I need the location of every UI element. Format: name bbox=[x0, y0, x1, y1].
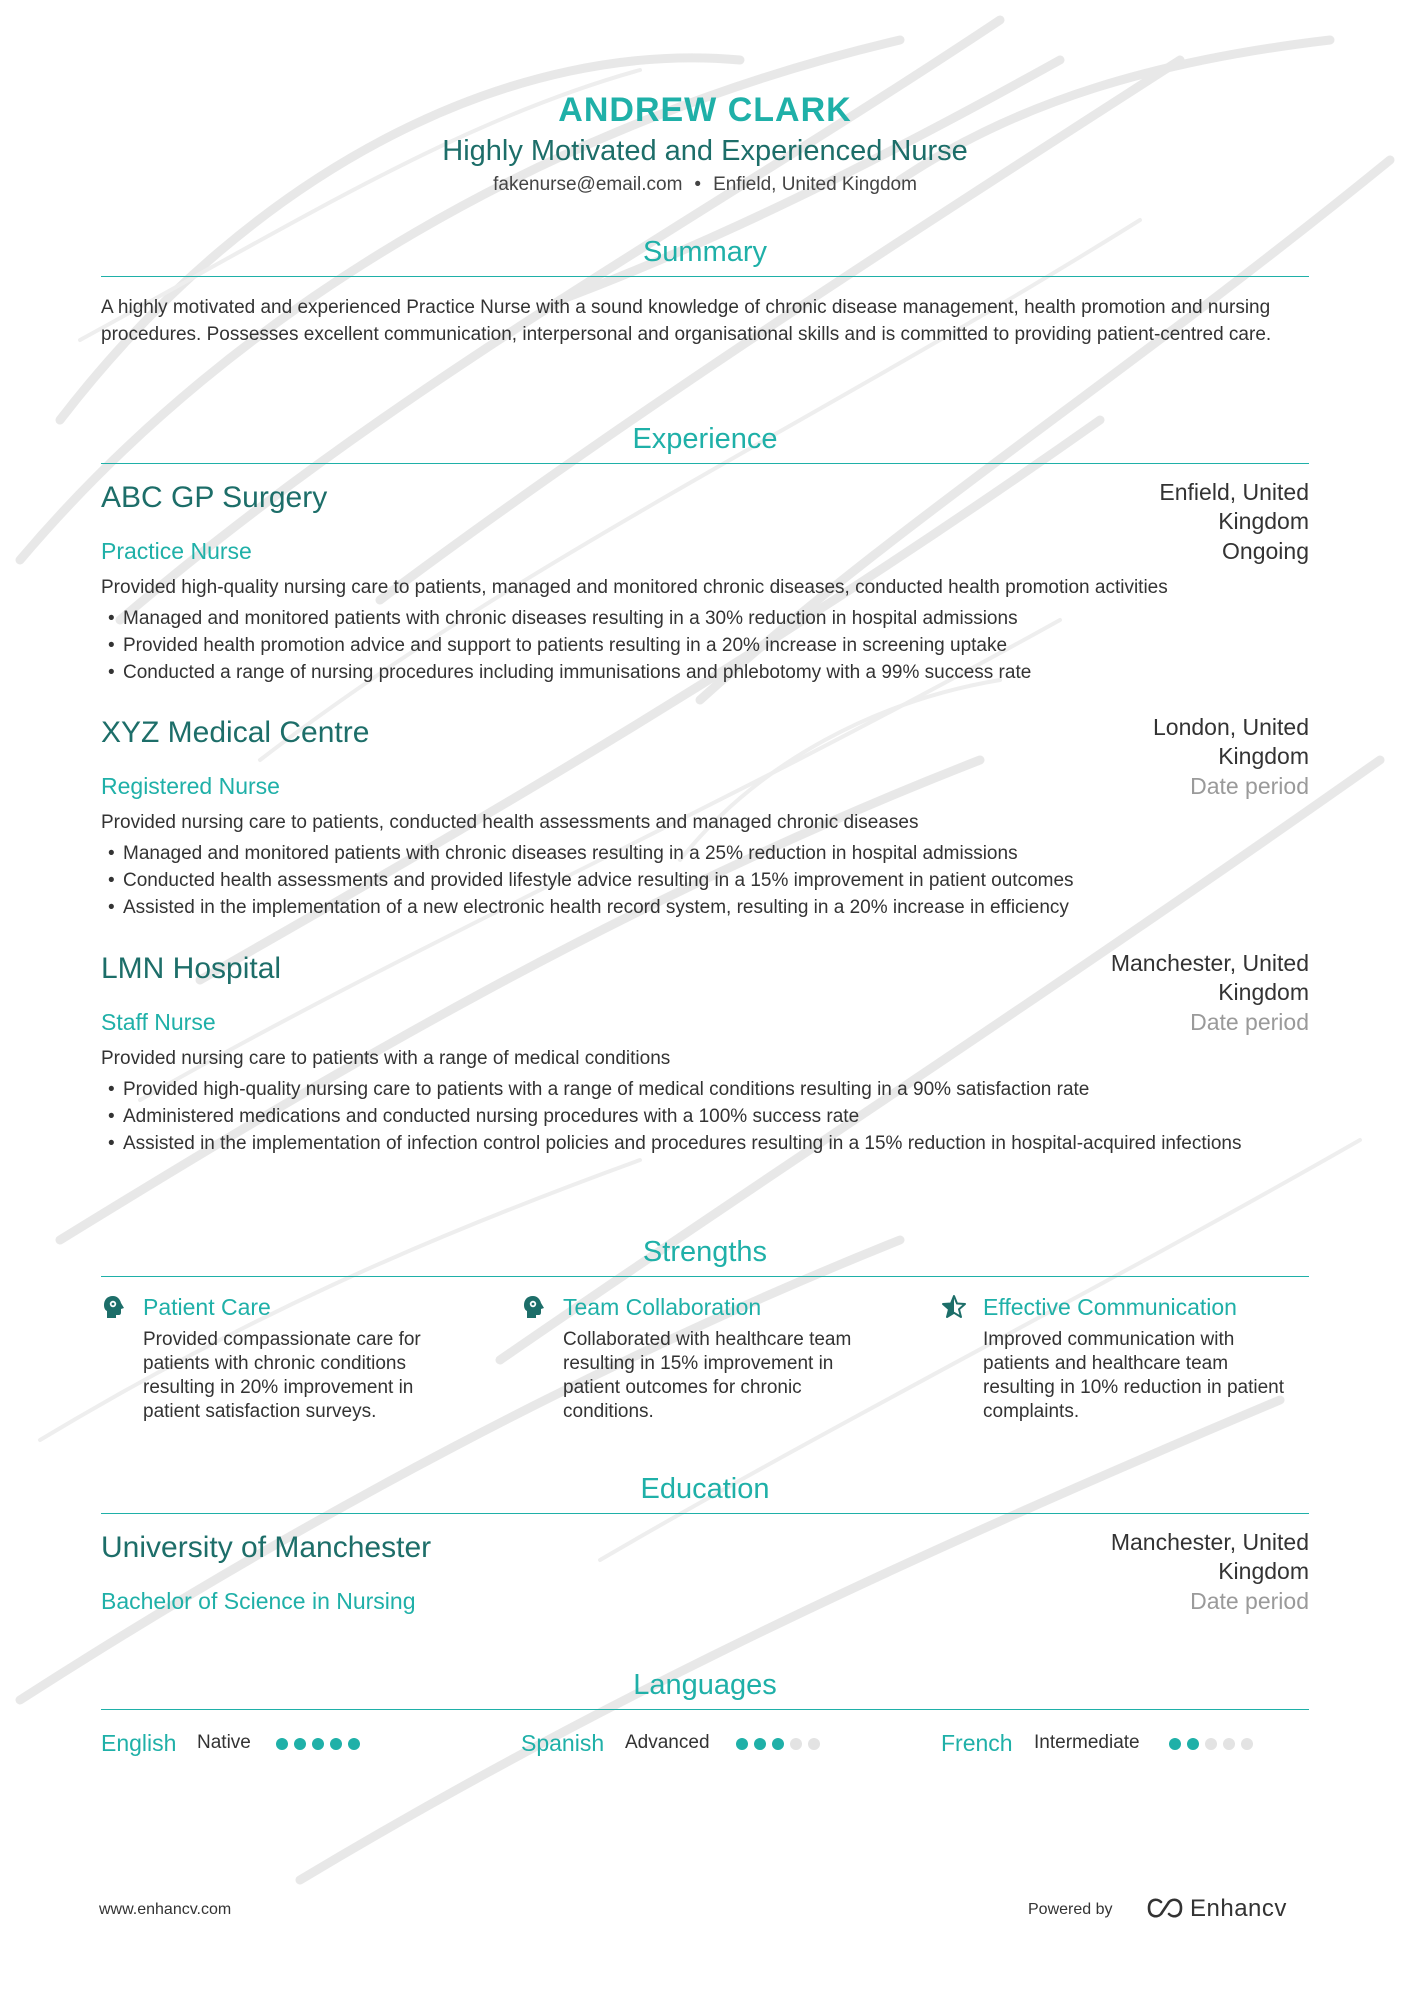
rating-dot-filled bbox=[1187, 1738, 1199, 1750]
star-half-icon bbox=[941, 1294, 967, 1320]
strength-title: Team Collaboration bbox=[563, 1294, 762, 1320]
rating-dot-empty bbox=[790, 1738, 802, 1750]
job-title: Registered Nurse bbox=[101, 773, 280, 799]
enhancv-logo-icon bbox=[1145, 1893, 1185, 1923]
language-rating bbox=[1169, 1737, 1259, 1755]
achievement-item: • Assisted in the implementation of a new electronic health record system, resulting in a 20% increase in efficiency bbox=[101, 894, 1309, 921]
achievement-item: • Provided high-quality nursing care to patients with a range of medical conditions resulting in a 90% satisfaction rate bbox=[101, 1076, 1309, 1103]
strength-title: Effective Communication bbox=[983, 1294, 1237, 1320]
contact-line bbox=[100, 170, 1310, 200]
section-title-languages: Languages bbox=[101, 1667, 1309, 1710]
footer-brand-name[interactable]: Enhancv bbox=[1190, 1895, 1287, 1922]
rating-dot-filled bbox=[754, 1738, 766, 1750]
language-name: French bbox=[941, 1730, 1013, 1756]
language-level: Advanced bbox=[625, 1732, 710, 1753]
head-brain-icon bbox=[521, 1294, 547, 1320]
job-date: Date period bbox=[1190, 773, 1309, 799]
location-text: Enfield, United Kingdom bbox=[713, 174, 917, 195]
job-date: Ongoing bbox=[1222, 538, 1309, 564]
employer-name: XYZ Medical Centre bbox=[101, 716, 370, 749]
language-level: Native bbox=[197, 1732, 251, 1753]
rating-dot-filled bbox=[294, 1738, 306, 1750]
language-rating bbox=[276, 1737, 366, 1755]
footer-powered-by: Powered by bbox=[1028, 1901, 1113, 1918]
school-name: University of Manchester bbox=[101, 1531, 432, 1564]
job-title: Practice Nurse bbox=[101, 538, 252, 564]
rating-dot-filled bbox=[330, 1738, 342, 1750]
candidate-headline: Highly Motivated and Experienced Nurse bbox=[442, 135, 968, 167]
job-description: Provided high-quality nursing care to patients, managed and monitored chronic diseases, conducted health promotion activities bbox=[101, 577, 1168, 598]
language-rating bbox=[736, 1737, 826, 1755]
strength-title: Patient Care bbox=[143, 1294, 271, 1320]
strength-description: Provided compassionate care for patients with chronic conditions resulting in 20% improvement in patient satisfaction surveys. bbox=[143, 1329, 421, 1422]
education-date: Date period bbox=[1190, 1588, 1309, 1614]
candidate-name: ANDREW CLARK bbox=[558, 91, 852, 129]
achievement-item: • Managed and monitored patients with chronic diseases resulting in a 30% reduction in hospital admissions bbox=[101, 605, 1309, 632]
job-description: Provided nursing care to patients, conducted health assessments and managed chronic diseases bbox=[101, 812, 919, 833]
email-link[interactable]: fakenurse@email.com bbox=[493, 174, 683, 195]
rating-dot-filled bbox=[1169, 1738, 1181, 1750]
job-date: Date period bbox=[1190, 1009, 1309, 1035]
strength-description: Improved communication with patients and healthcare team resulting in 10% reduction in patient complaints. bbox=[983, 1329, 1285, 1422]
rating-dot-filled bbox=[276, 1738, 288, 1750]
rating-dot-empty bbox=[1241, 1738, 1253, 1750]
section-title-education: Education bbox=[101, 1471, 1309, 1514]
employer-location: Enfield, United Kingdom bbox=[1159, 479, 1309, 534]
achievement-item: • Conducted health assessments and provided lifestyle advice resulting in a 15% improvement in patient outcomes bbox=[101, 867, 1309, 894]
contact-separator: • bbox=[694, 174, 702, 195]
section-title-summary: Summary bbox=[101, 234, 1309, 277]
job-title: Staff Nurse bbox=[101, 1009, 216, 1035]
language-name: English bbox=[101, 1730, 177, 1756]
resume-header bbox=[100, 88, 1310, 200]
rating-dot-empty bbox=[1205, 1738, 1217, 1750]
head-brain-icon bbox=[101, 1294, 127, 1320]
section-title-strengths: Strengths bbox=[101, 1234, 1309, 1277]
language-name: Spanish bbox=[521, 1730, 605, 1756]
rating-dot-empty bbox=[808, 1738, 820, 1750]
achievement-item: • Assisted in the implementation of infection control policies and procedures resulting in a 15% reduction in hospital-acquired infections bbox=[101, 1130, 1309, 1157]
employer-name: LMN Hospital bbox=[101, 952, 282, 985]
rating-dot-empty bbox=[1223, 1738, 1235, 1750]
rating-dot-filled bbox=[348, 1738, 360, 1750]
job-description: Provided nursing care to patients with a range of medical conditions bbox=[101, 1048, 671, 1069]
achievement-item: • Conducted a range of nursing procedures including immunisations and phlebotomy with a 99% success rate bbox=[101, 659, 1309, 686]
employer-name: ABC GP Surgery bbox=[101, 481, 328, 514]
achievement-list bbox=[101, 605, 1309, 686]
achievement-list bbox=[101, 1076, 1309, 1157]
strength-description: Collaborated with healthcare team resulting in 15% improvement in patient outcomes for chronic conditions. bbox=[563, 1329, 852, 1422]
school-location: Manchester, United Kingdom bbox=[1110, 1529, 1309, 1584]
achievement-list bbox=[101, 840, 1309, 921]
achievement-item: • Managed and monitored patients with chronic diseases resulting in a 25% reduction in hospital admissions bbox=[101, 840, 1309, 867]
rating-dot-filled bbox=[736, 1738, 748, 1750]
rating-dot-filled bbox=[772, 1738, 784, 1750]
summary-text: A highly motivated and experienced Practice Nurse with a sound knowledge of chronic disease management, health promotion and nursing procedures. Possesses excellent communication, interpersonal and organisational skills and is committed to providing patient-centred care. bbox=[101, 297, 1272, 345]
achievement-item: • Administered medications and conducted nursing procedures with a 100% success rate bbox=[101, 1103, 1309, 1130]
achievement-item: • Provided health promotion advice and support to patients resulting in a 20% increase in screening uptake bbox=[101, 632, 1309, 659]
employer-location: Manchester, United Kingdom bbox=[1110, 950, 1309, 1005]
language-level: Intermediate bbox=[1034, 1732, 1140, 1753]
rating-dot-filled bbox=[312, 1738, 324, 1750]
employer-location: London, United Kingdom bbox=[1152, 714, 1309, 769]
degree-title: Bachelor of Science in Nursing bbox=[101, 1588, 416, 1614]
footer-website-link[interactable]: www.enhancv.com bbox=[99, 1901, 232, 1918]
section-title-experience: Experience bbox=[101, 421, 1309, 464]
